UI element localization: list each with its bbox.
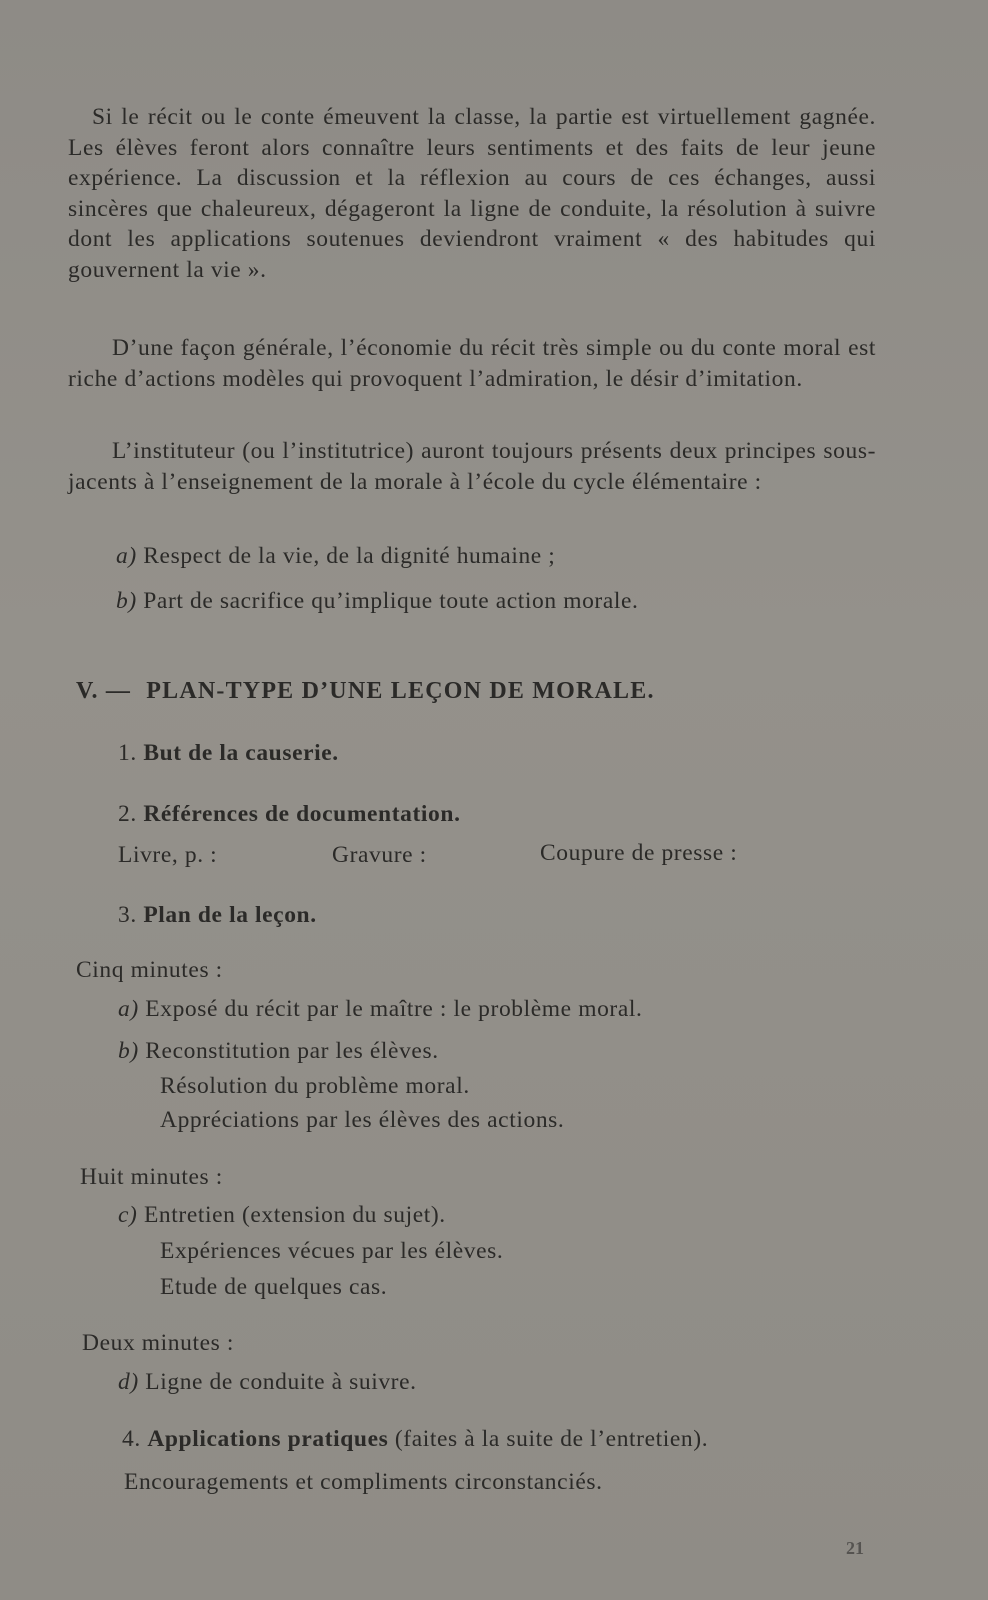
- ref-press: Coupure de presse :: [540, 840, 738, 866]
- step-b: [118, 1038, 439, 1065]
- five-minutes-label: Cinq minutes :: [76, 957, 223, 983]
- principle-a: [116, 543, 555, 570]
- step-c-text: Entretien (extension du sujet).: [143, 1202, 446, 1228]
- step-d: [118, 1369, 417, 1396]
- item-3-title: Plan de la leçon.: [143, 902, 317, 928]
- item-2-title: Références de documentation.: [143, 801, 461, 827]
- item-3: [118, 902, 317, 929]
- item-4-title: Applications pratiques: [147, 1426, 389, 1452]
- step-b-text: Reconstitution par les élèves.: [145, 1038, 439, 1064]
- step-c-marker: c): [118, 1202, 138, 1228]
- principle-a-marker: a): [116, 543, 137, 569]
- eight-minutes-label: Huit minutes :: [80, 1164, 223, 1190]
- item-1-number: 1.: [118, 740, 137, 766]
- item-1: [118, 740, 339, 767]
- closing-line: Encouragements et compliments circonstanciés.: [124, 1469, 603, 1495]
- item-2-number: 2.: [118, 801, 137, 827]
- two-minutes-label: Deux minutes :: [82, 1330, 234, 1356]
- item-1-title: But de la causerie.: [143, 740, 339, 766]
- step-a-marker: a): [118, 996, 139, 1022]
- step-b-line-3: Appréciations par les élèves des actions.: [160, 1107, 565, 1133]
- ref-book: Livre, p. :: [118, 842, 218, 868]
- principle-b-text: Part de sacrifice qu’implique toute action morale.: [143, 588, 639, 614]
- paragraph-intro: Si le récit ou le conte émeuvent la classe, la partie est virtuellement gagnée. Les élèves feront alors connaître leurs sentiments et des faits de leur jeune expérience. La discussion et la réflexion au cours de ces échanges, aussi sincères que chaleureux, dégageront la ligne de conduite, la résolution à suivre dont les applications soutenues deviendront vraiment « des habitudes qui gouvernent la vie ».: [68, 104, 876, 283]
- step-b-marker: b): [118, 1038, 139, 1064]
- ref-engraving: Gravure :: [332, 842, 427, 868]
- section-number: V. —: [76, 678, 132, 704]
- item-4: [122, 1426, 708, 1453]
- paragraph-economy: D’une façon générale, l’économie du récit très simple ou du conte moral est riche d’actions modèles qui provoquent l’admiration, le désir d’imitation.: [68, 335, 876, 392]
- paragraph-principles: L’instituteur (ou l’institutrice) auront toujours présents deux principes sous-jacents à l’enseignement de la morale à l’école du cycle élémentaire :: [68, 438, 876, 495]
- step-c: [118, 1202, 446, 1229]
- step-d-text: Ligne de conduite à suivre.: [145, 1369, 417, 1395]
- step-c-line-3: Etude de quelques cas.: [160, 1274, 388, 1300]
- step-c-line-2: Expériences vécues par les élèves.: [160, 1238, 504, 1264]
- step-b-line-2: Résolution du problème moral.: [160, 1073, 470, 1099]
- step-d-marker: d): [118, 1369, 139, 1395]
- section-title: PLAN-TYPE D’UNE LEÇON DE MORALE.: [146, 678, 655, 704]
- principle-a-text: Respect de la vie, de la dignité humaine ;: [143, 543, 556, 569]
- item-4-note: (faites à la suite de l’entretien).: [394, 1426, 709, 1452]
- item-2: [118, 801, 461, 828]
- step-a-text: Exposé du récit par le maître : le problème moral.: [145, 996, 643, 1022]
- principle-b: [116, 588, 639, 615]
- principle-b-marker: b): [116, 588, 137, 614]
- section-heading: [76, 678, 655, 705]
- page-number: 21: [846, 1538, 864, 1558]
- item-4-number: 4.: [122, 1426, 141, 1452]
- step-a: [118, 996, 642, 1023]
- item-3-number: 3.: [118, 902, 137, 928]
